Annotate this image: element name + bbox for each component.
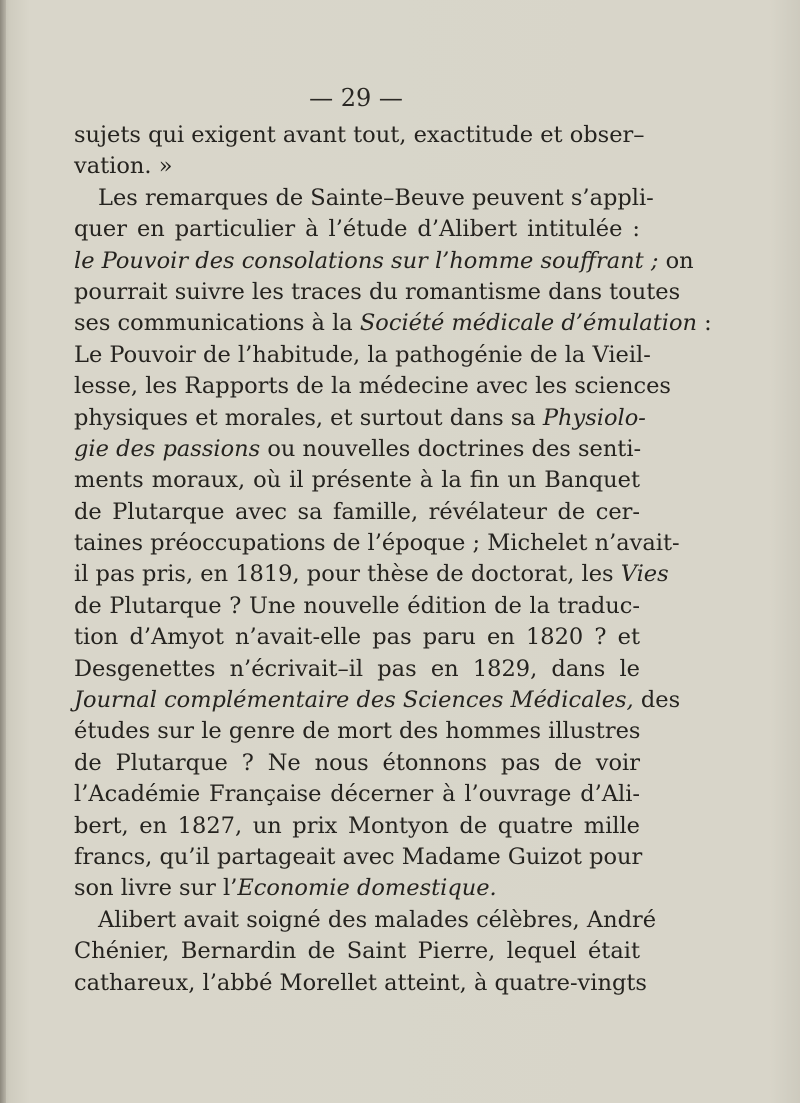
text-span: tion d’Amyot n’avait-elle pas paru en 1820 ? et: [74, 624, 640, 651]
text-line: [74, 120, 645, 151]
italic-text: gie des passions: [74, 435, 261, 462]
text-span: Le Pouvoir de l’habitude, la pathogénie de la Vieil-: [74, 341, 651, 368]
text-line: [74, 465, 640, 496]
text-span: de Plutarque ? Une nouvelle édition de la traduc-: [74, 592, 640, 619]
text-line: [74, 873, 640, 904]
page-spine-shadow: [0, 0, 6, 1103]
text-span: bert, en 1827, un prix Montyon de quatre mille: [74, 812, 640, 839]
text-span: quer en particulier à l’étude d’Alibert intitulée :: [74, 216, 640, 243]
text-span: ments moraux, où il présente à la fin un Banquet: [74, 467, 640, 494]
text-line: [74, 183, 654, 214]
text-line: [74, 246, 694, 277]
text-span: Alibert avait soigné des malades célèbres, André: [98, 906, 657, 933]
text-line: [74, 497, 640, 528]
text-line: [74, 905, 657, 936]
text-span: Desgenettes n’écrivait–il pas en 1829, dans le: [74, 655, 640, 682]
italic-text: Economie domestique.: [237, 875, 497, 902]
text-line: [74, 748, 640, 779]
text-line: [74, 811, 640, 842]
text-span: ses communications à la: [74, 310, 360, 337]
text-span: de Plutarque ? Ne nous étonnons pas de voir: [74, 749, 640, 776]
text-line: [74, 591, 640, 622]
text-span: physiques et morales, et surtout dans sa: [74, 404, 543, 431]
text-span: vation. »: [74, 153, 173, 180]
text-span: pourrait suivre les traces du romantisme dans toutes: [74, 278, 681, 305]
italic-text: le Pouvoir des consolations sur l’homme souffrant ;: [74, 247, 659, 274]
text-line: [74, 340, 651, 371]
text-span: l’Académie Française décerner à l’ouvrage d’Ali-: [74, 781, 640, 808]
text-line: [74, 936, 640, 967]
text-line: [74, 308, 712, 339]
text-line: [74, 654, 640, 685]
text-span: il pas pris, en 1819, pour thèse de doctorat, les: [74, 561, 621, 588]
italic-text: Physiolo-: [542, 404, 646, 431]
text-span: son livre sur l’: [74, 875, 238, 902]
text-line: [74, 214, 640, 245]
italic-text: Journal complémentaire des Sciences Médicales,: [74, 687, 634, 714]
text-line: [74, 434, 640, 465]
text-span: on: [658, 247, 694, 274]
text-line: [74, 403, 646, 434]
text-line: [74, 685, 681, 716]
text-line: [74, 779, 640, 810]
text-line: [74, 528, 680, 559]
text-line: [74, 842, 643, 873]
text-line: [74, 371, 671, 402]
text-span: études sur le genre de mort des hommes illustres: [74, 718, 641, 745]
text-line: [74, 968, 647, 999]
text-span: des: [633, 687, 681, 714]
text-line: [74, 716, 640, 747]
text-line: [74, 559, 669, 590]
text-span: :: [696, 310, 712, 337]
text-line: [74, 622, 640, 653]
italic-text: Vies: [620, 561, 669, 588]
text-span: francs, qu’il partageait avec Madame Guizot pour: [74, 843, 643, 870]
text-span: Chénier, Bernardin de Saint Pierre, lequel était: [74, 938, 640, 965]
text-span: Les remarques de Sainte–Beuve peuvent s’appli-: [98, 184, 654, 211]
page-number: — 29 —: [309, 84, 403, 112]
italic-text: Société médicale d’émulation: [359, 310, 697, 337]
text-span: lesse, les Rapports de la médecine avec les sciences: [74, 373, 671, 400]
body-text: [74, 120, 712, 999]
text-span: cathareux, l’abbé Morellet atteint, à quatre-vingts: [74, 969, 647, 996]
text-span: ou nouvelles doctrines des senti-: [260, 435, 642, 462]
text-line: [74, 277, 681, 308]
text-span: taines préoccupations de l’époque ; Michelet n’avait-: [74, 530, 680, 557]
text-line: [74, 151, 640, 182]
text-span: de Plutarque avec sa famille, révélateur de cer-: [74, 498, 640, 525]
text-span: sujets qui exigent avant tout, exactitude et obser–: [74, 122, 645, 148]
